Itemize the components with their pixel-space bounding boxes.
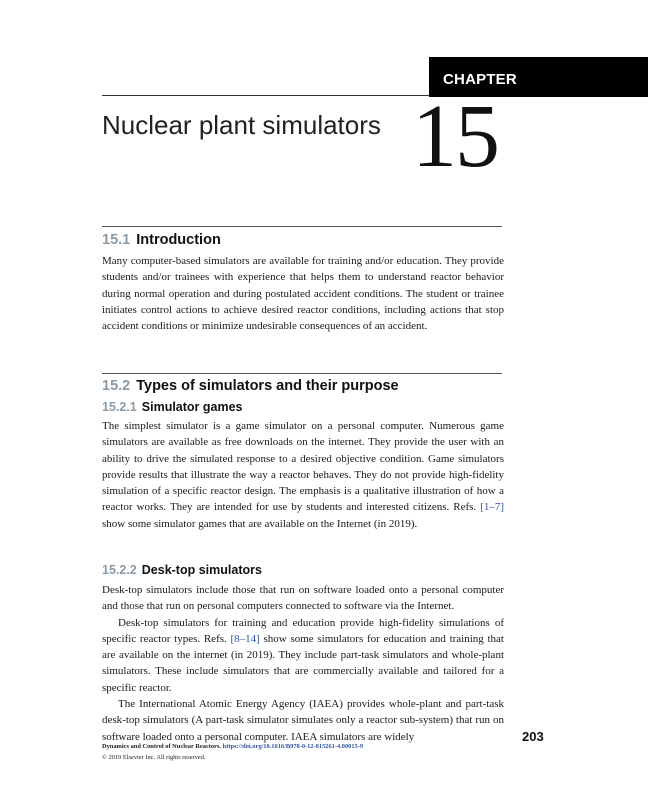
desktop-paragraphs [102, 582, 504, 745]
subsection-number: 15.2.1 [102, 400, 137, 414]
section-title: Types of simulators and their purpose [136, 378, 399, 394]
subsection-number: 15.2.2 [102, 563, 137, 577]
section-number: 15.2 [102, 378, 131, 394]
chapter-number: 15 [412, 87, 498, 186]
paragraph-text: The International Atomic Energy Agency (IAEA) provides whole-plant and part-task desk-top simulators (A part-task simulator simulates only a reactor sub-system) that run on software loaded onto a personal computer. IAEA simulators are widely [102, 698, 504, 743]
paragraph-text: Many computer-based simulators are available for training and/or education. They provide students and/or trainees with experience that helps them to understand reactor behavior during normal operation and during postulated accident conditions. The student or trainee initiates control actions to achieve desired reactor conditions, including actions that stop accident conditions or minimize undesirable consequences of an accident. [102, 255, 504, 333]
chapter-title: Nuclear plant simulators [102, 110, 381, 140]
subsection-title: Simulator games [141, 400, 243, 414]
section-heading-introduction [102, 232, 221, 248]
paragraph-text: The simplest simulator is a game simulator on a personal computer. Numerous game simulators are available as free downloads on the internet. They provide the user with an ability to drive the simulated response to a desired objective condition. Game simulators provide results that illustrate the way a reactor behaves. They do not provide high-fidelity simulation of a specific reactor design. The emphasis is a qualitative illustration of how a reactor works. They are intended for use by students and interested citizens. Refs. [102, 420, 504, 514]
book-title: Dynamics and Control of Nuclear Reactors. [102, 743, 222, 750]
games-paragraph [102, 418, 504, 532]
page-number: 203 [522, 729, 544, 744]
subsection-heading-games [102, 400, 243, 414]
introduction-paragraph [102, 253, 504, 334]
section-rule [102, 373, 502, 374]
paragraph-text: show some simulator games that are available on the Internet (in 2019). [102, 517, 418, 530]
section-title: Introduction [136, 232, 221, 248]
paragraph-text: show some simulators for education and training that are available on the internet (in 2019). They include part-task simulators and whole-plant simulators. These include simulators that are commercially available and tailored for a specific reactor. [102, 632, 504, 694]
paragraph-text: Desk-top simulators include those that run on software loaded onto a personal computer and those that run on personal computers connected to software via the Internet. [102, 584, 504, 613]
section-number: 15.1 [102, 232, 131, 248]
chapter-label: CHAPTER [443, 71, 517, 88]
reference-link[interactable]: [1–7] [480, 501, 504, 514]
reference-link[interactable]: [8–14] [230, 632, 260, 645]
doi-link[interactable]: https://doi.org/10.1016/B978-0-12-815261-4.00015-9 [222, 743, 364, 750]
footer [102, 741, 363, 763]
section-heading-types [102, 378, 399, 394]
section-rule [102, 226, 502, 227]
paragraph-text: Desk-top simulators for training and education provide high-fidelity simulations of specific reactor types. Refs. [102, 616, 504, 645]
header-rule [102, 95, 429, 96]
subsection-title: Desk-top simulators [141, 563, 262, 577]
copyright-notice: © 2019 Elsevier Inc. All rights reserved. [102, 754, 206, 761]
subsection-heading-desktop [102, 563, 262, 577]
